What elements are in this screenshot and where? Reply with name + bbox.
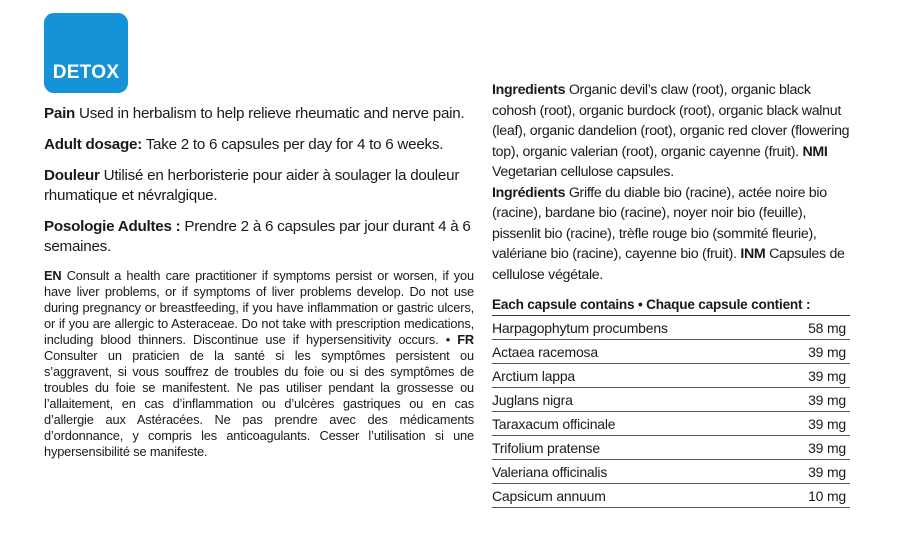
ingredients-en-title: Ingredients bbox=[492, 82, 566, 98]
ingredients-en-text: Organic devil’s claw (root), organic black cohosh (root), organic burdock (root), organic black walnut (leaf), organic dandelion (root), organic red clover (flowering top), organic valerian (root), organic cayenne (fruit). bbox=[492, 82, 850, 160]
ingredient-amount: 39 mg bbox=[808, 367, 846, 384]
ingredient-name: Arctium lappa bbox=[492, 367, 575, 384]
dosage-paragraph bbox=[44, 135, 474, 155]
table-row bbox=[492, 316, 850, 340]
nmi-tag: NMI bbox=[802, 143, 828, 160]
ingredient-amount: 39 mg bbox=[808, 391, 846, 408]
table-row bbox=[492, 340, 850, 364]
ingredient-name: Actaea racemosa bbox=[492, 343, 598, 360]
ingredients-fr-title: Ingrédients bbox=[492, 184, 566, 201]
detox-badge bbox=[44, 13, 128, 93]
table-row bbox=[492, 460, 850, 484]
ingredients-fr bbox=[492, 183, 850, 286]
table-row bbox=[492, 388, 850, 412]
douleur-title: Douleur bbox=[44, 167, 100, 184]
ingredient-amount: 58 mg bbox=[808, 319, 846, 336]
posologie-title: Posologie Adultes : bbox=[44, 218, 181, 235]
posologie-paragraph bbox=[44, 217, 474, 257]
ingredient-name: Trifolium pratense bbox=[492, 439, 600, 456]
warning-fr-tag: FR bbox=[457, 332, 474, 347]
inm-text: Capsules de cellulose végétale. bbox=[492, 246, 845, 283]
ingredient-name: Capsicum annuum bbox=[492, 487, 606, 504]
detox-label: DETOX bbox=[52, 62, 120, 83]
ingredient-amount: 10 mg bbox=[808, 487, 846, 504]
capsule-table bbox=[492, 315, 850, 508]
douleur-text: Utilisé en herboristerie pour aider à soulager la douleur rhumatique et névralgique. bbox=[44, 167, 460, 204]
dosage-title: Adult dosage: bbox=[44, 136, 142, 153]
nmi-text: Vegetarian cellulose capsules. bbox=[492, 164, 674, 180]
ingredient-amount: 39 mg bbox=[808, 343, 846, 360]
capsule-header: Each capsule contains • Chaque capsule contient : bbox=[492, 297, 811, 312]
table-row bbox=[492, 412, 850, 436]
table-row bbox=[492, 364, 850, 388]
right-column bbox=[492, 80, 850, 508]
pain-title: Pain bbox=[44, 105, 76, 122]
inm-tag: INM bbox=[740, 246, 766, 262]
warning-fr-text: Consulter un praticien de la santé si les symptômes persistent ou s’aggravent, si vous souffrez de troubles du foie ou si des symptômes de troubles du foie se manifestent. Ne pas utiliser pendant la grossesse ou l’allaitement, en cas d’inflammation ou d’ulcères gastriques ou en cas d’allergie aux Astéracées. Ne pas prendre avec des médicaments d’ordonnance, y compris les anticoagulants. Cesser l’utilisation si une hypersensibilité se manifeste. bbox=[44, 348, 474, 459]
ingredient-name: Harpagophytum procumbens bbox=[492, 319, 668, 336]
ingredient-name: Taraxacum officinale bbox=[492, 415, 616, 432]
ingredient-name: Juglans nigra bbox=[492, 391, 573, 408]
pain-text: Used in herbalism to help relieve rheumatic and nerve pain. bbox=[75, 105, 465, 122]
left-column bbox=[44, 104, 474, 460]
ingredient-amount: 39 mg bbox=[808, 439, 846, 456]
warning-en-tag: EN bbox=[44, 268, 62, 283]
ingredients-en bbox=[492, 80, 850, 183]
posologie-text: Prendre 2 à 6 capsules par jour durant 4 à 6 semaines. bbox=[44, 218, 471, 255]
warning-text bbox=[44, 268, 474, 460]
dosage-text: Take 2 to 6 capsules per day for 4 to 6 weeks. bbox=[142, 136, 444, 153]
ingredient-amount: 39 mg bbox=[808, 463, 846, 480]
ingredients-fr-text: Griffe du diable bio (racine), actée noire bio (racine), bardane bio (racine), noyer noir bio (feuille), pissenlit bio (racine), trèfle rouge bio (sommité fleurie), valériane bio (racine), cayenne bio (fruit). bbox=[492, 184, 827, 262]
warning-en-text: Consult a health care practitioner if symptoms persist or worsen, if you have liver problems, or if symptoms of liver problems develop. Do not use during pregnancy or breastfeeding, if you have inflammation or gastric ulcers, or if you are allergic to Asteraceae. Do not take with prescription medications, including blood thinners. Discontinue use if hypersensitivity occurs. • bbox=[44, 268, 474, 347]
douleur-paragraph bbox=[44, 166, 474, 206]
ingredient-amount: 39 mg bbox=[808, 415, 846, 432]
table-row bbox=[492, 436, 850, 460]
pain-paragraph bbox=[44, 104, 474, 124]
ingredient-name: Valeriana officinalis bbox=[492, 463, 608, 480]
table-row bbox=[492, 484, 850, 508]
